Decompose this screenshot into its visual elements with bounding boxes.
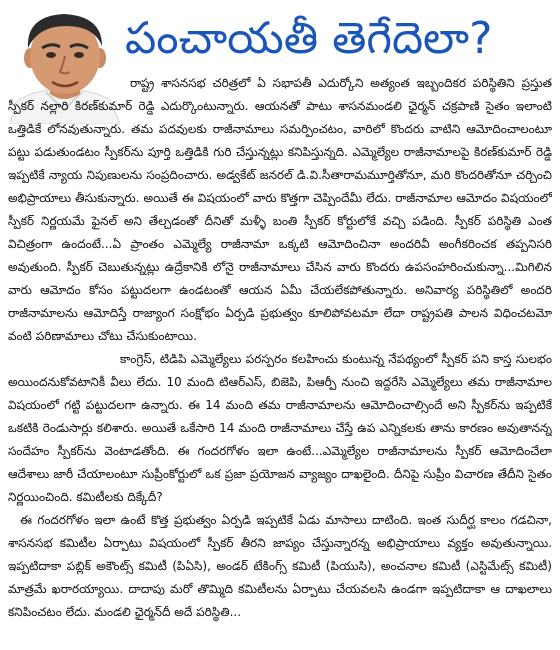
article-paragraph: కాంగ్రెస్, టిడిపి ఎమ్మెల్యేలు పరస్పరం కలహించు కుంటున్న నేపథ్యంలో స్పీకర్ పని కాస్త సులభం అయిందనుకోవటానికీ వీలు లేదు. 10 మంది టిఆర్ఎస్, బిజెపి, పిఆర్పీ నుంచి ఇద్దరేసి ఎమ్మెల్యేలు తమ రాజీనామాల విషయంలో గట్టి పట్టుదలగా ఉన్నారు. ఈ 14 మంది తమ రాజీనామాలను ఆమోదించాల్సిందే అని స్పీకర్‌ను ఇప్పటికే ఒకటికి రెండుసార్లు కలిశారు. అయితే ఒకేసారి 14 మంది రాజీనామాలు చేస్తే ఉప ఎన్నికలకు తాను కారణం అవుతానన్న సందేహం స్పీకర్‌ను వెంటాడతోంది. ఈ గందరగోళం ఇలా ఉంటే...ఎమ్మెల్యేల రాజీనామాలను స్పీకర్ ఆమోదించేలా ఆదేశాలు జారీ చేయాలంటూ సుప్రీంకోర్టులో ఒక ప్రజా ప్రయోజన వ్యాజ్యం దాఖలైంది. దీనిపై సుప్రీం విచారణ తేదీని సైతం నిర్ణయించింది. కమిటీలకు దిక్కేదీ? <box>8 352 552 504</box>
article-body <box>8 72 552 644</box>
article-paragraph: రాష్ట్ర శాసనసభ చరిత్రలో ఏ సభాపతీ ఎదుర్కోని అత్యంత ఇబ్బందికర పరిస్థితిని ప్రస్తుత స్పీకర్ నల్లారి కిరణ్‌కుమార్ రెడ్డి ఎదుర్కొంటున్నారు. ఆయనతో పాటు శాసనమండలి ఛైర్మన్ చక్రపాణి సైతం ఇలాంటి ఒత్తిడికే లోనవుతున్నారు. తమ పదవులకు రాజీనామాలు సమర్పించటం, వారిలో కొందరు వాటిని ఆమోదించాలంటూ పట్టు పడుతుండటం స్పీకర్‌ను పూర్తి ఒత్తిడికి గురి చేస్తున్నట్లు కనిపిస్తున్నది. ఎమ్మెల్యేల రాజీనామాలపై కిరణ్‌కుమార్ రెడ్డి ఇప్పటికే న్యాయ నిపుణులను సంప్రదించారు. అడ్వకేట్ జనరల్ డి.వి.సీతారామమూర్తితోనూ, మరి కొందరితోనూ చర్చించి అభిప్రాయాలు తీసుకున్నారు. అయితే ఈ విషయంలో వారు కొత్తగా చెప్పిందేమీ లేదు. రాజీనామాల ఆమోదం విషయంలో స్పీకర్ నిర్ణయమే ఫైనల్ అని తేల్చడంతో దీనితో మళ్ళీ బంతి స్పీకర్ కోర్టులోకే వచ్చి పడింది. స్పీకర్ పరిస్థితి ఎంత విచిత్రంగా ఉందంటే...ఏ ప్రాంతం ఎమ్మెల్యే రాజీనామా ఒక్కటి ఆమోదించినా అందరివీ అంగీకరించక తప్పనిసరి అవుతుంది. స్పీకర్ చెబుతున్నట్లు ఉద్రేకానికి లోనై రాజీనామాలు చేసిన వారు కొందరు ఉపసంహరించుకున్నా...మిగిలిన వారు ఆమోదం కోసం పట్టుదలగా ఉండటంతో ఆయన ఏమీ చేయలేకపోతున్నారు. అనివార్య పరిస్థితిలో అందరి రాజీనామాలను ఆమోదిస్తే రాజ్యాంగ సంక్షోభం ఏర్పడి ప్రభుత్వం కూలిపోవటమా లేదా రాష్ట్రపతి పాలన విధించటమో వంటి పరిణామాలు చోటు చేసుకుంటాయి. <box>8 76 552 343</box>
headline: పంచాయతీ తెగేదెలా? <box>125 13 493 64</box>
article-paragraph: ఈ గందరగోళం ఇలా ఉంటే కొత్త ప్రభుత్వం ఏర్పడి ఇప్పటికే ఏడు మాసాలు దాటింది. ఇంత సుదీర్ఘ కాలం గడచినా, శాసనసభ కమిటీల ఏర్పాటు విషయంలో స్పీకర్ తీరని జాప్యం చేస్తున్నారన్న అభిప్రాయాలు వ్యక్తం అవుతున్నాయి. ఇప్పటిదాకా పబ్లిక్ అకౌంట్స్ కమిటీ (పిఏసి), అండర్ టేకింగ్స్ కమిటీ (పియుసి), అంచనాల కమిటీ (ఎస్టిమేట్స్ కమిటీ) మాత్రమే ఖరారయ్యాయి. దాదాపు మరో తొమ్మిది కమిటీలను ఏర్పాటు చేయవలసి ఉండగా ఇప్పటిదాకా ఆ దాఖలాలు కనిపించటం లేదు. మండలి ఛైర్మన్‌దీ అదే పరిస్థితి... <box>8 513 552 619</box>
